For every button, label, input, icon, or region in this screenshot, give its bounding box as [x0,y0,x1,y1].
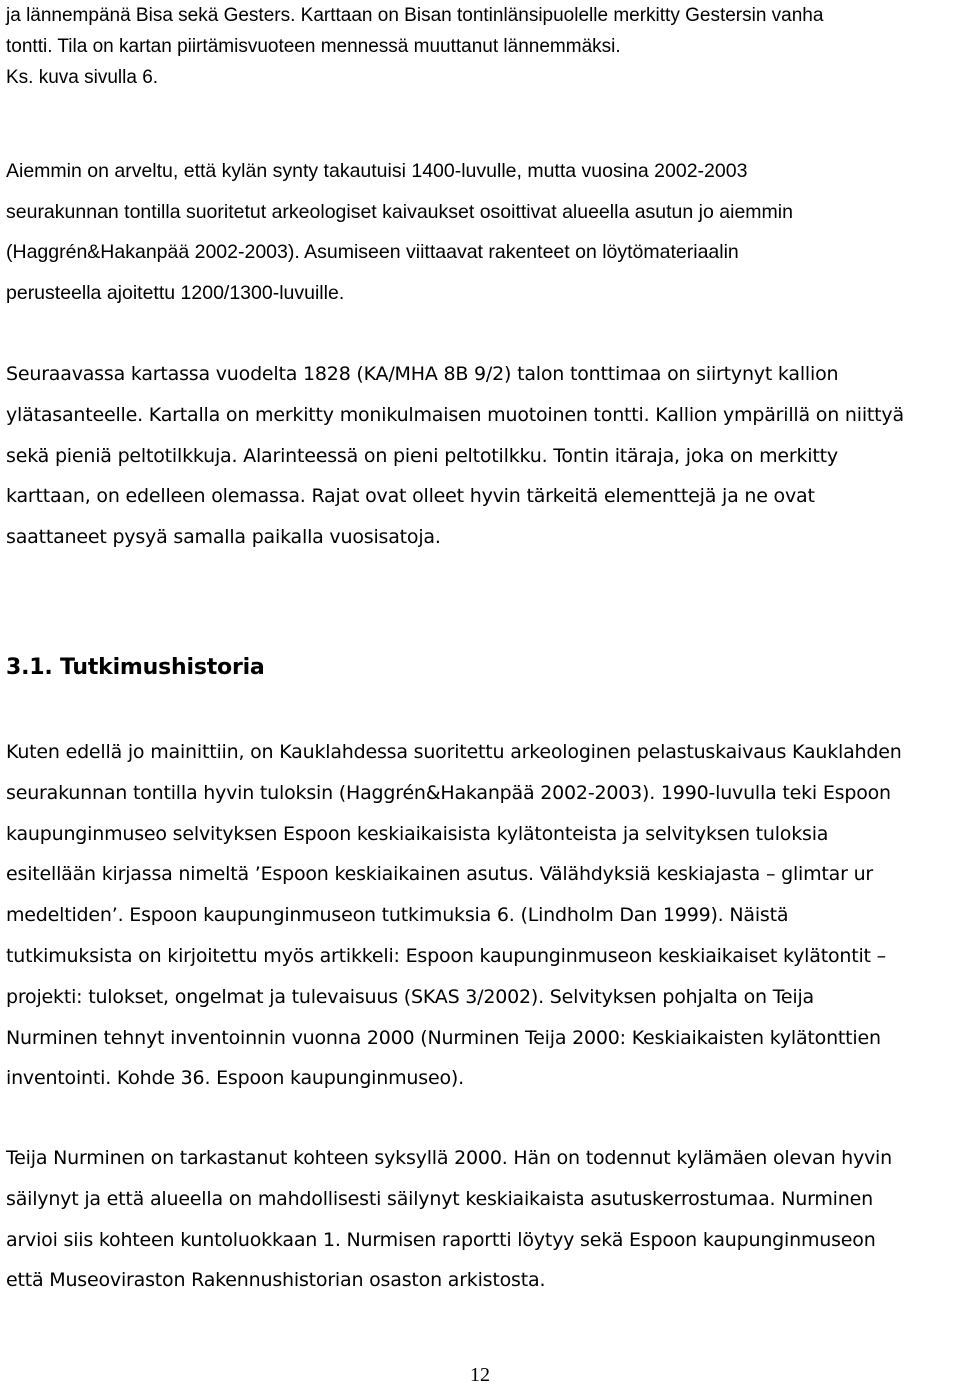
text-line: sekä pieniä peltotilkkuja. Alarinteessä on pieni peltotilkku. Tontin itäraja, joka on merkitty [6,444,838,467]
paragraph-inspection [6,1138,954,1301]
text-line: Kuten edellä jo mainittiin, on Kauklahdessa suoritettu arkeologinen pelastuskaivaus Kauklahden [6,741,902,763]
text-line: ja lännempänä Bisa sekä Gesters. Karttaan on Bisan tontinlänsipuolelle merkitty Gestersin vanha [6,5,824,26]
text-line: Aiemmin on arveltu, että kylän synty takautuisi 1400-luvulle, mutta vuosina 2002-2003 [6,160,748,182]
text-line: tontti. Tila on kartan piirtämisvuoteen mennessä muuttanut lännemmäksi. [6,36,621,57]
text-line: Ks. kuva sivulla 6. [6,67,159,88]
text-line: karttaan, on edelleen olemassa. Rajat ovat olleet hyvin tärkeitä elementtejä ja ne ovat [6,485,815,508]
text-line: medeltiden’. Espoon kaupunginmuseon tutkimuksia 6. (Lindholm Dan 1999). Näistä [6,904,789,927]
text-line: Seuraavassa kartassa vuodelta 1828 (KA/MHA 8B 9/2) talon tonttimaa on siirtynyt kallion [6,363,839,385]
text-line: saattaneet pysyä samalla paikalla vuosisatoja. [6,526,441,549]
text-line: projekti: tulokset, ongelmat ja tulevaisuus (SKAS 3/2002). Selvityksen pohjalta on Teija [6,985,814,1008]
text-line: ylätasanteelle. Kartalla on merkitty monikulmaisen muotoinen tontti. Kallion ympärillä on niittyä [6,403,904,426]
page-number: 12 [470,1364,490,1386]
paragraph-intro [6,0,954,93]
text-line: Nurminen tehnyt inventoinnin vuonna 2000 (Nurminen Teija 2000: Keskiaikaisten kylätonttien [6,1026,881,1049]
text-line: inventointi. Kohde 36. Espoon kaupunginmuseo). [6,1067,464,1090]
text-line: perusteella ajoitettu 1200/1300-luvuille. [6,281,345,304]
text-line: (Haggrén&Hakanpää 2002-2003). Asumiseen viittaavat rakenteet on löytömateriaalin [6,241,739,263]
text-line: Teija Nurminen on tarkastanut kohteen syksyllä 2000. Hän on todennut kylämäen olevan hyvin [6,1147,892,1169]
text-line: esitellään kirjassa nimeltä ’Espoon keskiaikainen asutus. Välähdyksiä keskiajasta – glimtar ur [6,863,874,886]
section-heading: 3.1. Tutkimushistoria [6,655,265,680]
text-line: seurakunnan tontilla suoritetut arkeologiset kaivaukset osoittivat alueella asutun jo aiemmin [6,200,793,223]
text-line: säilynyt ja että alueella on mahdollisesti säilynyt keskiaikaista asutuskerrostumaa. Nurminen [6,1187,873,1210]
paragraph-origin [6,151,954,313]
text-line: kaupunginmuseo selvityksen Espoon keskiaikaisista kylätonteista ja selvityksen tuloksia [6,822,829,845]
paragraph-map-1828 [6,354,954,558]
text-line: seurakunnan tontilla hyvin tuloksin (Haggrén&Hakanpää 2002-2003). 1990-luvulla teki Espoon [6,781,891,804]
text-line: että Museoviraston Rakennushistorian osaston arkistosta. [6,1269,546,1292]
text-line: arvioi siis kohteen kuntoluokkaan 1. Nurmisen raportti löytyy sekä Espoon kaupunginmuseon [6,1228,876,1251]
text-line: tutkimuksista on kirjoitettu myös artikkeli: Espoon kaupunginmuseon keskiaikaiset kylätontit – [6,944,886,967]
paragraph-research-history [6,732,954,1099]
